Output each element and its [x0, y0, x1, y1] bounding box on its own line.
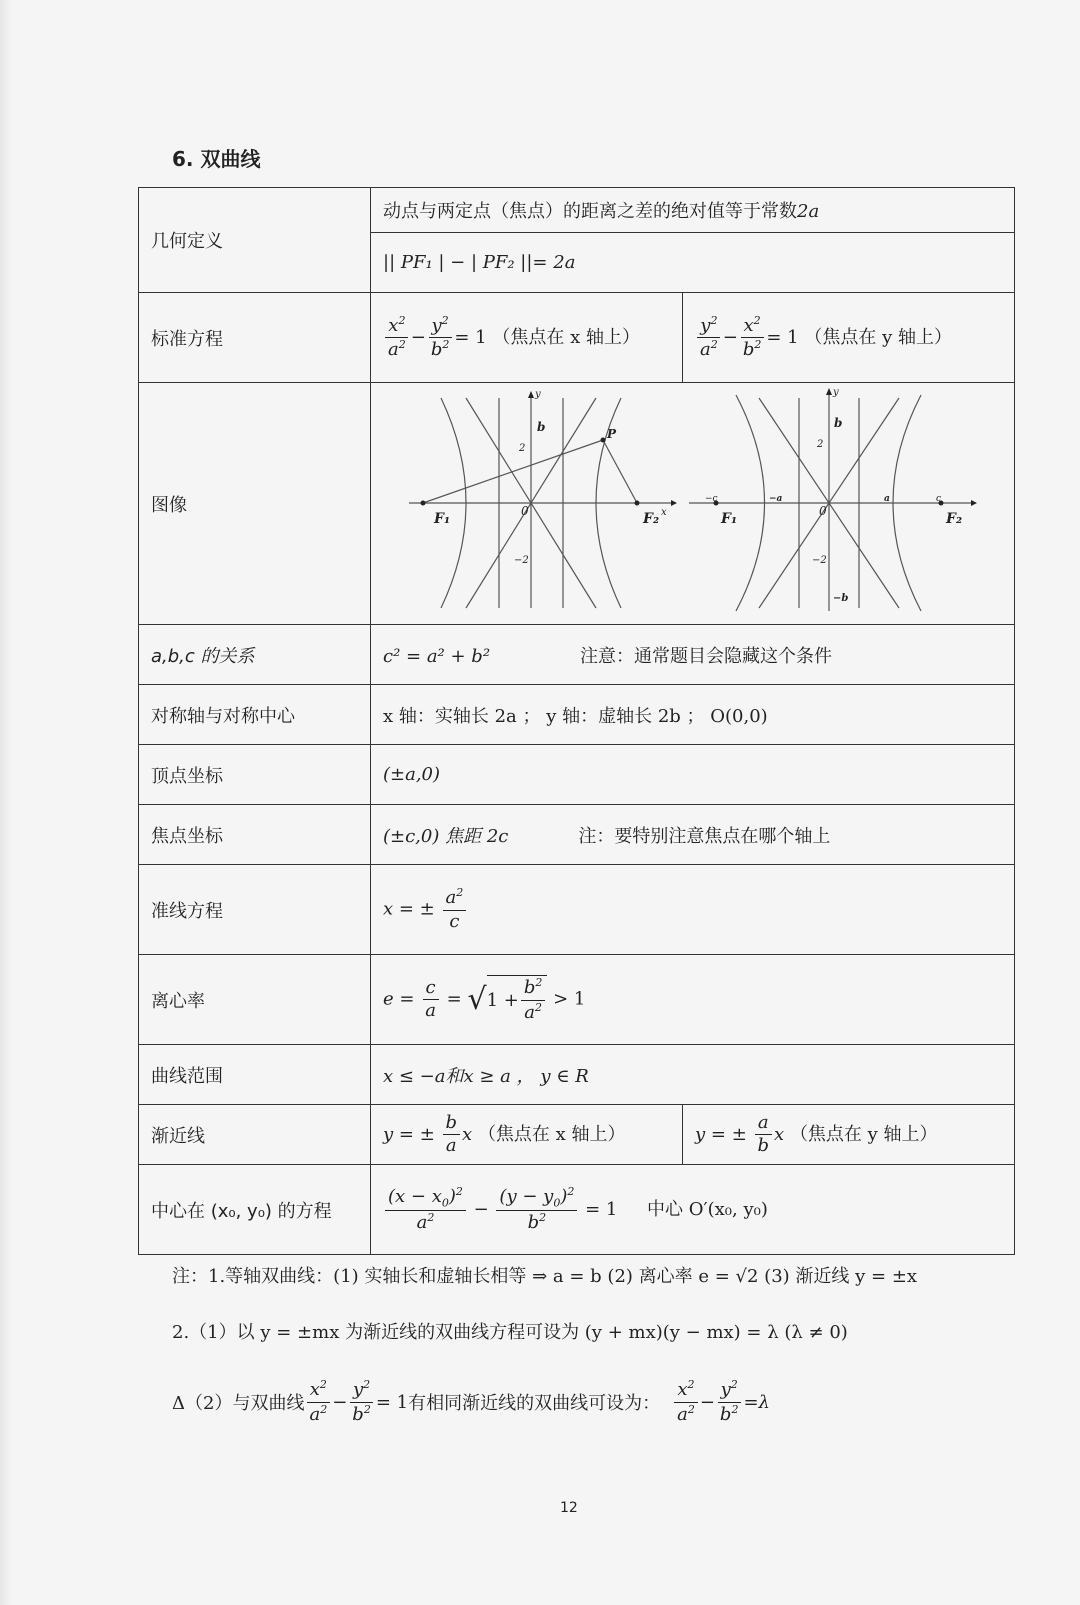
label-x-g1: x — [661, 507, 667, 518]
row-label-eccentricity: 离心率 — [139, 955, 371, 1045]
note-2: 2.（1）以 y = ±mx 为渐近线的双曲线方程可设为 (y + mx)(y − mx) = λ (λ ≠ 0) — [172, 1322, 848, 1343]
row-label-vertex: 顶点坐标 — [139, 745, 371, 805]
x-arrow-1 — [671, 500, 677, 506]
tick-2-g2: 2 — [817, 439, 824, 450]
row-label-graph: 图像 — [139, 383, 371, 625]
standard-equation-y: $\frac{y^2}{a^2}$ − $\frac{x^2}{b^2}$ = 1 （焦点在 y 轴上） — [683, 293, 1015, 383]
focal-line-pf1 — [423, 440, 603, 503]
row-label-asymptote: 渐近线 — [139, 1105, 371, 1165]
label-f1-g2: F₁ — [721, 511, 738, 527]
label-neg-c-g2: −c — [705, 494, 718, 504]
tick-2-g1: 2 — [519, 443, 526, 454]
row-label-focus: 焦点坐标 — [139, 805, 371, 865]
tick-neg2-g1: −2 — [514, 555, 529, 566]
standard-equation-x: $\frac{x^2}{a^2}$ − $\frac{y^2}{b^2}$ = 1 （焦点在 x 轴上） — [371, 293, 683, 383]
symmetry-content: x 轴：实轴长 2a ； y 轴：虚轴长 2b ； O(0,0) — [371, 685, 1015, 745]
graph-cell — [371, 383, 1015, 625]
x-arrow-2 — [971, 500, 977, 506]
label-negb-g2: −b — [833, 593, 849, 604]
section-title: 6. 双曲线 — [172, 147, 261, 171]
center-equation-content: $\frac{(x - x_0)^2}{a^2}$ − $\frac{(y - y_0)^2}{b^2}$ = 1 中心 O′(x₀, y₀) — [371, 1165, 1015, 1255]
focus-content: (±c,0) 焦距 2c 注：要特别注意焦点在哪个轴上 — [371, 805, 1015, 865]
focus-1-right — [635, 501, 640, 506]
asymptote-y: y = ± $\frac{a}{b}$ x （焦点在 y 轴上） — [683, 1105, 1015, 1165]
y-arrow-2 — [826, 388, 832, 395]
label-f2-g2: F₂ — [946, 511, 963, 527]
note-3: Δ（2）与双曲线 $\frac{x^2}{a^2}$ − $\frac{y^2}{b^2}$ = 1 有相同渐近线的双曲线可设为： $\frac{x^2}{a^2}$ − $\frac{y^2}{b^2}$ = λ — [172, 1378, 770, 1425]
eccentricity-content: e = $\frac{c}{a}$ = √1 + $\frac{b^2}{a^2}$ > 1 — [371, 955, 1015, 1045]
label-y-g1: y — [535, 389, 541, 400]
label-p: P — [607, 427, 617, 441]
focus-1-left — [421, 501, 426, 506]
label-a-g2: a — [884, 494, 890, 504]
label-origin-g2: 0 — [819, 504, 827, 518]
label-b-g2: b — [834, 416, 843, 430]
y-arrow-1 — [528, 391, 534, 398]
row-label-center-equation: 中心在 (x₀, y₀) 的方程 — [139, 1165, 371, 1255]
focal-line-pf2 — [603, 440, 637, 503]
asymptote-x: y = ± $\frac{b}{a}$ x （焦点在 x 轴上） — [371, 1105, 683, 1165]
label-f2-g1: F₂ — [643, 511, 660, 527]
directrix-content: x = ± $\frac{a^2}{c}$ — [371, 865, 1015, 955]
definition-formula: || PF₁ | − | PF₂ ||= 2a — [371, 233, 1015, 293]
row-label-range: 曲线范围 — [139, 1045, 371, 1105]
row-label-definition: 几何定义 — [139, 188, 371, 293]
row-label-abc: a,b,c 的关系 — [139, 625, 371, 685]
label-c-g2: c — [936, 494, 942, 504]
row-label-standard-equation: 标准方程 — [139, 293, 371, 383]
row-label-symmetry: 对称轴与对称中心 — [139, 685, 371, 745]
label-neg-a-g2: −a — [769, 494, 783, 504]
abc-content: c² = a² + b² 注意：通常题目会隐藏这个条件 — [371, 625, 1015, 685]
label-y-g2: y — [833, 387, 839, 398]
tick-neg2-g2: −2 — [812, 555, 827, 566]
point-p — [601, 438, 606, 443]
vertex-content: (±a,0) — [371, 745, 1015, 805]
label-origin-g1: 0 — [521, 504, 529, 518]
hyperbola-graphs — [371, 383, 1011, 619]
row-label-directrix: 准线方程 — [139, 865, 371, 955]
hyperbola-table — [138, 187, 1015, 1255]
note-1: 注：1.等轴双曲线：(1) 实轴长和虚轴长相等 ⇒ a = b (2) 离心率 e = √2 (3) 渐近线 y = ±x — [172, 1266, 918, 1287]
range-content: x ≤ −a和x ≥ a ， y ∈ R — [371, 1045, 1015, 1105]
label-b-g1: b — [537, 420, 546, 434]
label-f1-g1: F₁ — [434, 511, 451, 527]
page-number: 12 — [560, 1500, 578, 1516]
page-edge — [0, 0, 12, 1605]
definition-text: 动点与两定点（焦点）的距离之差的绝对值等于常数2a — [371, 188, 1015, 233]
definition-constant: 2a — [797, 201, 820, 222]
